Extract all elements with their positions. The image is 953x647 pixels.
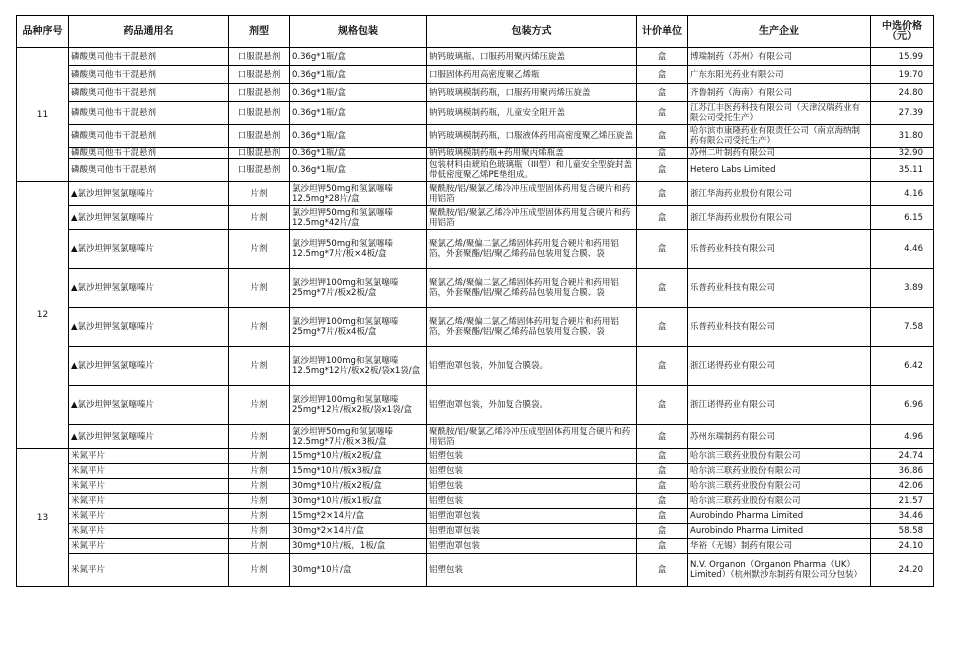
spec-cell: 0.36g*1瓶/盒 — [290, 159, 427, 182]
spec-cell: 氯沙坦钾100mg和氢氯噻嗪25mg*7片/板x4板/盒 — [290, 308, 427, 347]
manufacturer-cell: 苏州东瑞制药有限公司 — [688, 425, 871, 449]
price-cell: 34.46 — [871, 509, 934, 524]
price-cell: 24.20 — [871, 554, 934, 587]
table-row — [17, 386, 934, 425]
unit-cell: 盒 — [637, 347, 688, 386]
dosage-form-cell: 口服混悬剂 — [229, 102, 290, 125]
manufacturer-cell: 齐鲁制药（海南）有限公司 — [688, 84, 871, 102]
dosage-form-cell: 片剂 — [229, 182, 290, 206]
spec-cell: 30mg*10片/盒 — [290, 554, 427, 587]
unit-cell: 盒 — [637, 449, 688, 464]
spec-cell: 0.36g*1瓶/盒 — [290, 84, 427, 102]
unit-cell: 盒 — [637, 125, 688, 148]
drug-name-cell: 米氮平片 — [69, 554, 229, 587]
packaging-cell: 钠钙玻璃模制药瓶，口服液体药用高密度聚乙烯压旋盖 — [427, 125, 637, 148]
drug-name-cell: ▲氯沙坦钾氢氯噻嗪片 — [69, 347, 229, 386]
unit-cell: 盒 — [637, 524, 688, 539]
manufacturer-cell: 浙江华海药业股份有限公司 — [688, 182, 871, 206]
dosage-form-cell: 片剂 — [229, 524, 290, 539]
drug-name-cell: ▲氯沙坦钾氢氯噻嗪片 — [69, 425, 229, 449]
price-cell: 42.06 — [871, 479, 934, 494]
spec-cell: 氯沙坦钾100mg和氢氯噻嗪25mg*7片/板x2板/盒 — [290, 269, 427, 308]
manufacturer-cell: 博瑞制药（苏州）有限公司 — [688, 48, 871, 66]
table-row — [17, 84, 934, 102]
drug-name-cell: ▲氯沙坦钾氢氯噻嗪片 — [69, 206, 229, 230]
table-body — [17, 48, 934, 587]
spec-cell: 0.36g*1瓶/盒 — [290, 125, 427, 148]
unit-cell: 盒 — [637, 464, 688, 479]
packaging-cell: 口服固体药用高密度聚乙烯瓶 — [427, 66, 637, 84]
packaging-cell: 铝塑包装 — [427, 449, 637, 464]
price-cell: 15.99 — [871, 48, 934, 66]
dosage-form-cell: 口服混悬剂 — [229, 159, 290, 182]
table-row — [17, 449, 934, 464]
drug-name-cell: 磷酸奥司他韦干混悬剂 — [69, 148, 229, 159]
table-row — [17, 554, 934, 587]
packaging-cell: 铝塑泡罩包装 — [427, 509, 637, 524]
drug-name-cell: 米氮平片 — [69, 464, 229, 479]
spec-cell: 15mg*2×14片/盒 — [290, 509, 427, 524]
table-row — [17, 347, 934, 386]
price-cell: 7.58 — [871, 308, 934, 347]
manufacturer-cell: 江苏江丰医药科技有限公司（天津汉瑞药业有限公司受托生产） — [688, 102, 871, 125]
table-row — [17, 206, 934, 230]
table-row — [17, 230, 934, 269]
col-header-maker: 生产企业 — [688, 16, 871, 48]
unit-cell: 盒 — [637, 269, 688, 308]
dosage-form-cell: 片剂 — [229, 479, 290, 494]
drug-name-cell: ▲氯沙坦钾氢氯噻嗪片 — [69, 230, 229, 269]
packaging-cell: 钠钙玻璃模制药瓶+药用聚丙烯瓶盖 — [427, 148, 637, 159]
spec-cell: 15mg*10片/板x2板/盒 — [290, 449, 427, 464]
dosage-form-cell: 口服混悬剂 — [229, 148, 290, 159]
packaging-cell: 铝塑泡罩包装，外加复合膜袋。 — [427, 347, 637, 386]
table-row — [17, 479, 934, 494]
table-row — [17, 102, 934, 125]
spec-cell: 30mg*10片/板x2板/盒 — [290, 479, 427, 494]
dosage-form-cell: 片剂 — [229, 230, 290, 269]
packaging-cell: 铝塑包装 — [427, 479, 637, 494]
price-cell: 3.89 — [871, 269, 934, 308]
packaging-cell: 聚酰胺/铝/聚氯乙烯冷冲压成型固体药用复合硬片和药用铝箔 — [427, 182, 637, 206]
manufacturer-cell: Hetero Labs Limited — [688, 159, 871, 182]
unit-cell: 盒 — [637, 308, 688, 347]
group-number-cell: 11 — [17, 48, 69, 182]
dosage-form-cell: 口服混悬剂 — [229, 125, 290, 148]
packaging-cell: 聚酰胺/铝/聚氯乙烯冷冲压成型固体药用复合硬片和药用铝箔 — [427, 206, 637, 230]
drug-name-cell: ▲氯沙坦钾氢氯噻嗪片 — [69, 182, 229, 206]
manufacturer-cell: Aurobindo Pharma Limited — [688, 509, 871, 524]
dosage-form-cell: 片剂 — [229, 509, 290, 524]
col-header-form: 剂型 — [229, 16, 290, 48]
dosage-form-cell: 片剂 — [229, 449, 290, 464]
unit-cell: 盒 — [637, 102, 688, 125]
table-row — [17, 159, 934, 182]
table-row — [17, 509, 934, 524]
price-cell: 32.90 — [871, 148, 934, 159]
dosage-form-cell: 片剂 — [229, 554, 290, 587]
price-cell: 36.86 — [871, 464, 934, 479]
dosage-form-cell: 口服混悬剂 — [229, 48, 290, 66]
dosage-form-cell: 口服混悬剂 — [229, 66, 290, 84]
manufacturer-cell: 华裕（无锡）制药有限公司 — [688, 539, 871, 554]
unit-cell: 盒 — [637, 386, 688, 425]
packaging-cell: 铝塑泡罩包装 — [427, 539, 637, 554]
packaging-cell: 铝塑包装 — [427, 464, 637, 479]
dosage-form-cell: 片剂 — [229, 347, 290, 386]
table-row — [17, 48, 934, 66]
drug-name-cell: 米氮平片 — [69, 539, 229, 554]
spec-cell: 0.36g*1瓶/盒 — [290, 66, 427, 84]
packaging-cell: 铝塑泡罩包装 — [427, 524, 637, 539]
dosage-form-cell: 片剂 — [229, 425, 290, 449]
col-header-pack: 包装方式 — [427, 16, 637, 48]
drug-name-cell: 磷酸奥司他韦干混悬剂 — [69, 66, 229, 84]
col-header-spec: 规格包装 — [290, 16, 427, 48]
dosage-form-cell: 片剂 — [229, 269, 290, 308]
drug-name-cell: 磷酸奥司他韦干混悬剂 — [69, 84, 229, 102]
col-header-price: 中选价格 （元） — [871, 16, 934, 48]
manufacturer-cell: N.V. Organon（Organon Pharma（UK）Limited）（杭州默沙东制药有限公司分包装） — [688, 554, 871, 587]
drug-name-cell: ▲氯沙坦钾氢氯噻嗪片 — [69, 269, 229, 308]
col-header-no: 品种序号 — [17, 16, 69, 48]
manufacturer-cell: 苏州二叶制药有限公司 — [688, 148, 871, 159]
packaging-cell: 包装材料由琥珀色玻璃瓶（III型）和儿童安全型旋封盖带低密度聚乙烯PE垫组成。 — [427, 159, 637, 182]
spec-cell: 氯沙坦钾50mg和氢氯噻嗪12.5mg*7片/板×3板/盒 — [290, 425, 427, 449]
unit-cell: 盒 — [637, 206, 688, 230]
spec-cell: 30mg*10片/板，1板/盒 — [290, 539, 427, 554]
unit-cell: 盒 — [637, 479, 688, 494]
table-row — [17, 494, 934, 509]
unit-cell: 盒 — [637, 48, 688, 66]
col-header-name: 药品通用名 — [69, 16, 229, 48]
unit-cell: 盒 — [637, 425, 688, 449]
drug-name-cell: ▲氯沙坦钾氢氯噻嗪片 — [69, 308, 229, 347]
table-row — [17, 148, 934, 159]
unit-cell: 盒 — [637, 539, 688, 554]
spec-cell: 氯沙坦钾100mg和氢氯噻嗪12.5mg*12片/板x2板/袋x1袋/盒 — [290, 347, 427, 386]
price-cell: 6.42 — [871, 347, 934, 386]
drug-name-cell: 米氮平片 — [69, 524, 229, 539]
drug-name-cell: 米氮平片 — [69, 494, 229, 509]
drug-name-cell: 米氮平片 — [69, 509, 229, 524]
packaging-cell: 聚酰胺/铝/聚氯乙烯冷冲压成型固体药用复合硬片和药用铝箔 — [427, 425, 637, 449]
price-cell: 6.15 — [871, 206, 934, 230]
manufacturer-cell: 哈尔滨市康隆药业有限责任公司（南京海纳制药有限公司受托生产） — [688, 125, 871, 148]
manufacturer-cell: 哈尔滨三联药业股份有限公司 — [688, 479, 871, 494]
table-row — [17, 125, 934, 148]
packaging-cell: 钠钙玻璃模制药瓶，口服药用聚丙烯压旋盖 — [427, 84, 637, 102]
unit-cell: 盒 — [637, 494, 688, 509]
packaging-cell: 聚氯乙烯/聚偏二氯乙烯固体药用复合硬片和药用铝箔，外套聚酯/铝/聚乙烯药品包装用复合膜、袋 — [427, 308, 637, 347]
group-number-cell: 13 — [17, 449, 69, 587]
manufacturer-cell: 乐普药业科技有限公司 — [688, 269, 871, 308]
unit-cell: 盒 — [637, 84, 688, 102]
spec-cell: 0.36g*1瓶/盒 — [290, 48, 427, 66]
packaging-cell: 聚氯乙烯/聚偏二氯乙烯固体药用复合硬片和药用铝箔，外套聚酯/铝/聚乙烯药品包装用复合膜、袋 — [427, 269, 637, 308]
dosage-form-cell: 口服混悬剂 — [229, 84, 290, 102]
manufacturer-cell: 浙江诺得药业有限公司 — [688, 347, 871, 386]
unit-cell: 盒 — [637, 182, 688, 206]
table-row — [17, 182, 934, 206]
spec-cell: 氯沙坦钾100mg和氢氯噻嗪25mg*12片/板x2板/袋x1袋/盒 — [290, 386, 427, 425]
col-header-unit: 计价单位 — [637, 16, 688, 48]
unit-cell: 盒 — [637, 148, 688, 159]
price-cell: 24.74 — [871, 449, 934, 464]
packaging-cell: 铝塑包装 — [427, 554, 637, 587]
manufacturer-cell: 乐普药业科技有限公司 — [688, 308, 871, 347]
drug-name-cell: 磷酸奥司他韦干混悬剂 — [69, 102, 229, 125]
manufacturer-cell: 哈尔滨三联药业股份有限公司 — [688, 449, 871, 464]
table-row — [17, 524, 934, 539]
table-row — [17, 66, 934, 84]
header-row — [17, 16, 934, 48]
dosage-form-cell: 片剂 — [229, 539, 290, 554]
dosage-form-cell: 片剂 — [229, 464, 290, 479]
unit-cell: 盒 — [637, 554, 688, 587]
spec-cell: 15mg*10片/板x3板/盒 — [290, 464, 427, 479]
price-cell: 4.96 — [871, 425, 934, 449]
drug-name-cell: 磷酸奥司他韦干混悬剂 — [69, 48, 229, 66]
price-cell: 21.57 — [871, 494, 934, 509]
manufacturer-cell: 浙江诺得药业有限公司 — [688, 386, 871, 425]
price-cell: 35.11 — [871, 159, 934, 182]
dosage-form-cell: 片剂 — [229, 308, 290, 347]
price-cell: 58.58 — [871, 524, 934, 539]
unit-cell: 盒 — [637, 159, 688, 182]
drug-price-table — [16, 15, 934, 587]
table-row — [17, 464, 934, 479]
drug-name-cell: 米氮平片 — [69, 479, 229, 494]
packaging-cell: 聚氯乙烯/聚偏二氯乙烯固体药用复合硬片和药用铝箔，外套聚酯/铝/聚乙烯药品包装用复合膜、袋 — [427, 230, 637, 269]
spec-cell: 氯沙坦钾50mg和氢氯噻嗪12.5mg*28片/盒 — [290, 182, 427, 206]
manufacturer-cell: 浙江华海药业股份有限公司 — [688, 206, 871, 230]
unit-cell: 盒 — [637, 230, 688, 269]
manufacturer-cell: 哈尔滨三联药业股份有限公司 — [688, 464, 871, 479]
dosage-form-cell: 片剂 — [229, 494, 290, 509]
price-cell: 24.10 — [871, 539, 934, 554]
price-cell: 6.96 — [871, 386, 934, 425]
table-row — [17, 308, 934, 347]
table-row — [17, 425, 934, 449]
packaging-cell: 铝塑包装 — [427, 494, 637, 509]
manufacturer-cell: 哈尔滨三联药业股份有限公司 — [688, 494, 871, 509]
spec-cell: 氯沙坦钾50mg和氢氯噻嗪12.5mg*7片/板×4板/盒 — [290, 230, 427, 269]
unit-cell: 盒 — [637, 509, 688, 524]
price-cell: 31.80 — [871, 125, 934, 148]
table-row — [17, 539, 934, 554]
drug-name-cell: 磷酸奥司他韦干混悬剂 — [69, 159, 229, 182]
packaging-cell: 铝塑泡罩包装，外加复合膜袋。 — [427, 386, 637, 425]
group-number-cell: 12 — [17, 182, 69, 449]
table-row — [17, 269, 934, 308]
spec-cell: 0.36g*1瓶/盒 — [290, 148, 427, 159]
price-cell: 27.39 — [871, 102, 934, 125]
price-cell: 19.70 — [871, 66, 934, 84]
manufacturer-cell: Aurobindo Pharma Limited — [688, 524, 871, 539]
manufacturer-cell: 乐普药业科技有限公司 — [688, 230, 871, 269]
spec-cell: 30mg*10片/板x1板/盒 — [290, 494, 427, 509]
packaging-cell: 钠钙玻璃瓶、口服药用聚丙烯压旋盖 — [427, 48, 637, 66]
spec-cell: 0.36g*1瓶/盒 — [290, 102, 427, 125]
unit-cell: 盒 — [637, 66, 688, 84]
drug-name-cell: 米氮平片 — [69, 449, 229, 464]
dosage-form-cell: 片剂 — [229, 386, 290, 425]
manufacturer-cell: 广东东阳光药业有限公司 — [688, 66, 871, 84]
drug-name-cell: ▲氯沙坦钾氢氯噻嗪片 — [69, 386, 229, 425]
spec-cell: 氯沙坦钾50mg和氢氯噻嗪12.5mg*42片/盒 — [290, 206, 427, 230]
packaging-cell: 钠钙玻璃模制药瓶，儿童安全阻开盖 — [427, 102, 637, 125]
drug-name-cell: 磷酸奥司他韦干混悬剂 — [69, 125, 229, 148]
spec-cell: 30mg*2×14片/盒 — [290, 524, 427, 539]
price-cell: 4.46 — [871, 230, 934, 269]
price-cell: 4.16 — [871, 182, 934, 206]
dosage-form-cell: 片剂 — [229, 206, 290, 230]
price-cell: 24.80 — [871, 84, 934, 102]
